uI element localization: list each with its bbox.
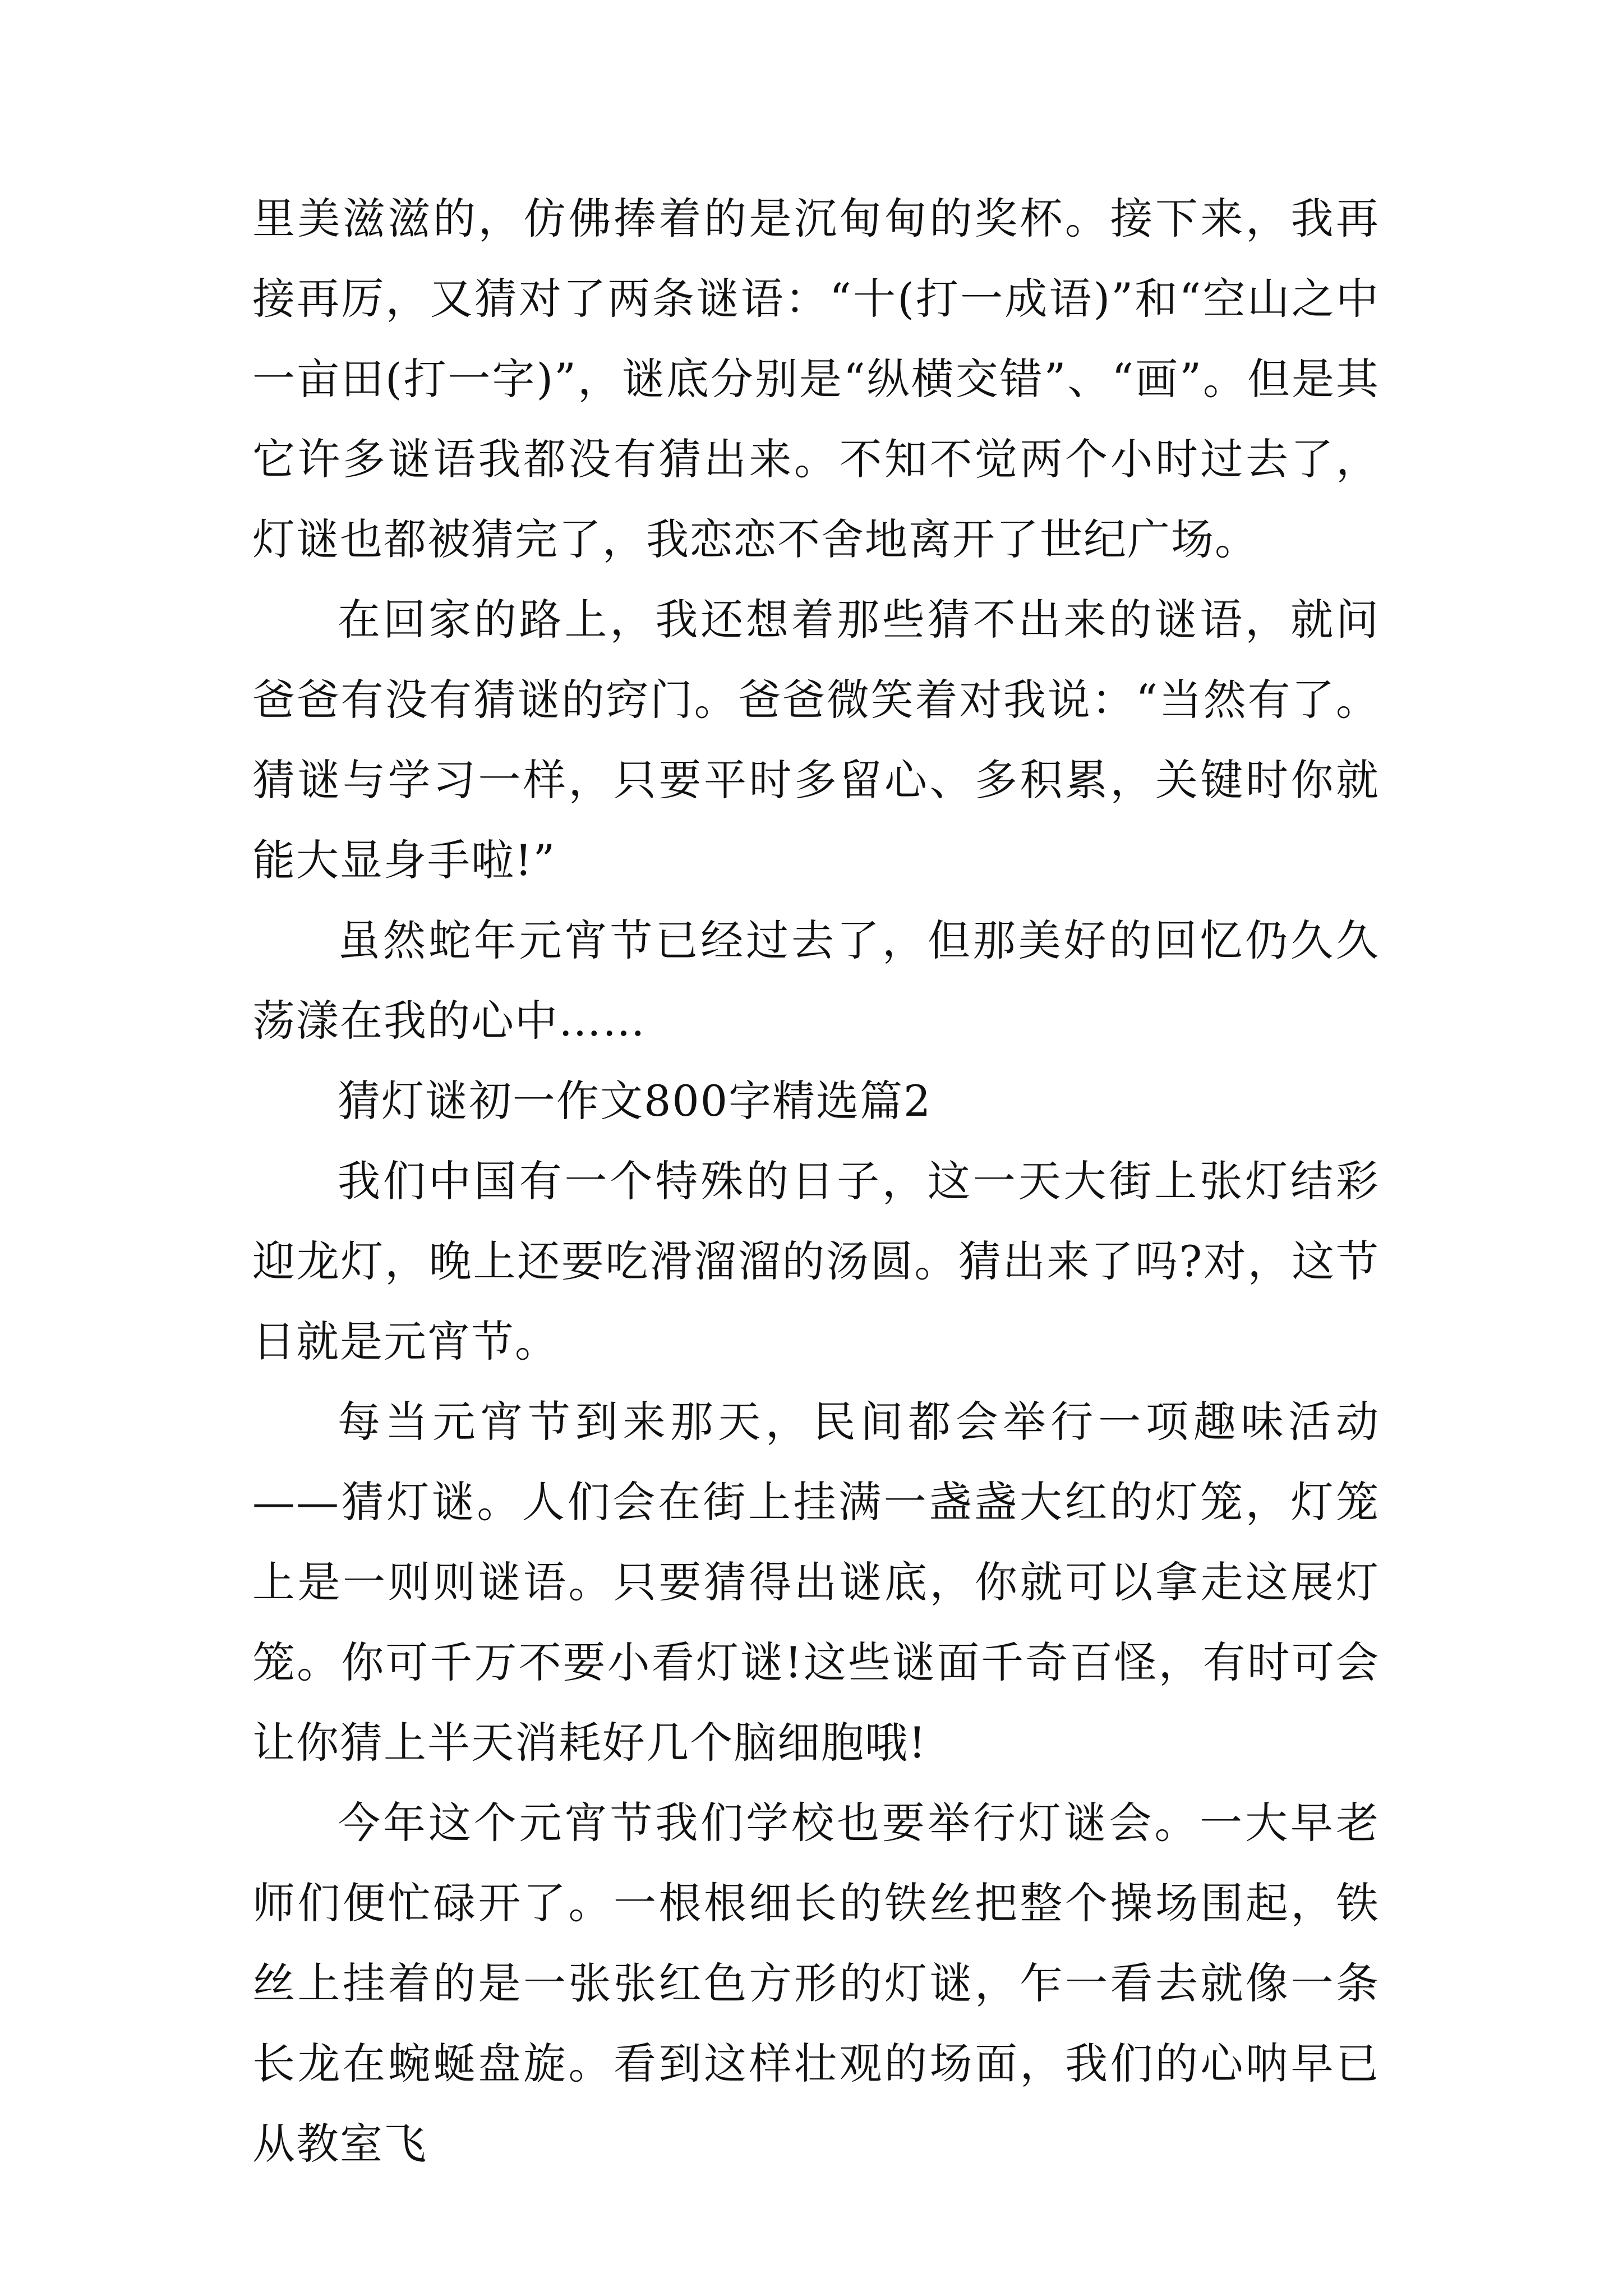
section-heading: 猜灯谜初一作文800字精选篇2 — [338, 1076, 932, 1126]
paragraph: 在回家的路上，我还想着那些猜不出来的谜语，就问爸爸有没有猜谜的窍门。爸爸微笑着对我说：“当然有了。猜谜与学习一样，只要平时多留心、多积累，关键时你就能大显身手啦!” — [252, 595, 1380, 885]
paragraph: 每当元宵节到来那天，民间都会举行一项趣味活动——猜灯谜。人们会在街上挂满一盏盏大红的灯笼，灯笼上是一则则谜语。只要猜得出谜底，你就可以拿走这展灯笼。你可千万不要小看灯谜!这些谜面千奇百怪，有时可会让你猜上半天消耗好几个脑细胞哦! — [252, 1397, 1380, 1768]
paragraph: 里美滋滋的，仿佛捧着的是沉甸甸的奖杯。接下来，我再接再厉，又猜对了两条谜语：“十(打一成语)”和“空山之中一亩田(打一字)”，谜底分别是“纵横交错”、“画”。但是其它许多谜语我都没有猜出来。不知不觉两个小时过去了，灯谜也都被猜完了，我恋恋不舍地离开了世纪广场。 — [252, 194, 1380, 564]
document-page — [252, 178, 1380, 2184]
paragraph: 今年这个元宵节我们学校也要举行灯谜会。一大早老师们便忙碌开了。一根根细长的铁丝把整个操场围起，铁丝上挂着的是一张张红色方形的灯谜，乍一看去就像一条长龙在蜿蜒盘旋。看到这样壮观的场面，我们的心呐早已从教室飞 — [252, 1798, 1380, 2169]
paragraph: 我们中国有一个特殊的日子，这一天大街上张灯结彩迎龙灯，晚上还要吃滑溜溜的汤圆。猜出来了吗?对，这节日就是元宵节。 — [252, 1156, 1380, 1366]
paragraph: 虽然蛇年元宵节已经过去了，但那美好的回忆仍久久荡漾在我的心中…… — [252, 915, 1380, 1046]
